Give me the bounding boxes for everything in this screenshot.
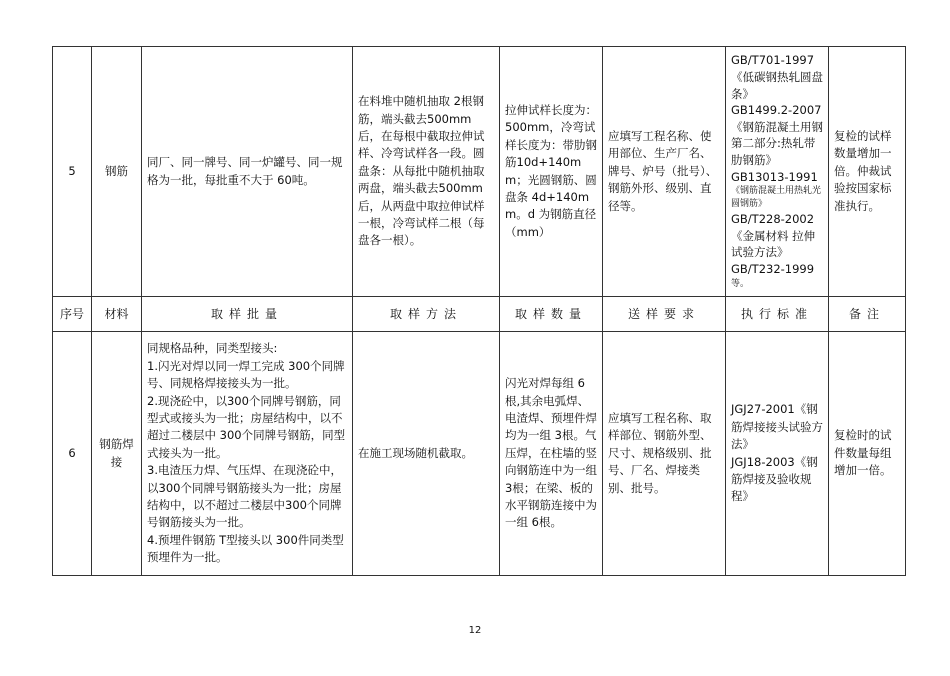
page-number: 12 (468, 625, 482, 636)
header-remarks: 备注 (829, 297, 906, 332)
sampling-batch: 同厂、同一牌号、同一炉罐号、同一规格为一批，每批重不大于 60吨。 (142, 47, 353, 297)
standard-title: 《金属材料 拉伸试验方法》 (731, 228, 816, 260)
sampling-method: 在料堆中随机抽取 2根钢筋，端头截去500mm后，在每根中截取拉伸试样、冷弯试样各一段。圆盘条：从每批中随机抽取两盘，端头截去500mm后，从两盘中取拉伸试样一根，冷弯试样二根（每盘各一根）。 (353, 47, 500, 297)
sampling-method: 在施工现场随机截取。 (353, 332, 500, 576)
batch-line: 同规格品种，同类型接头: (147, 341, 278, 356)
submission-requirements: 应填写工程名称、使用部位、生产厂名、牌号、炉号（批号）、钢筋外形、级别、直径等。 (603, 47, 726, 297)
row-number: 6 (53, 332, 92, 576)
header-quantity: 取样数量 (500, 297, 603, 332)
header-requirements: 送样要求 (603, 297, 726, 332)
material-name: 钢筋焊接 (92, 332, 142, 576)
remarks: 复检时的试件数量每组增加一倍。 (829, 332, 906, 576)
standard-code: GB/T228-2002 (731, 212, 815, 227)
standard-note: 等。 (731, 278, 750, 289)
applicable-standards (726, 47, 829, 297)
submission-requirements: 应填写工程名称、取样部位、钢筋外型、尺寸、规格级别、批号、厂名、焊接类别、批号。 (603, 332, 726, 576)
standard-title: 《钢筋混凝土用热轧光圆钢筋》 (731, 186, 822, 210)
standard-code: GB/T232-1999 (731, 261, 815, 276)
material-name: 钢筋 (92, 47, 142, 297)
header-batch: 取样批量 (142, 297, 353, 332)
standard-title: 《低碳钢热轧圆盘条》 (731, 70, 823, 101)
applicable-standards (726, 332, 829, 576)
standard-code: GB1499.2-2007 (731, 103, 822, 118)
sampling-quantity: 闪光对焊每组 6根,其余电弧焊、电渣焊、预埋件焊均为一组 3根。气压焊，在柱墙的竖向钢筋连中为一组 3根；在梁、板的水平钢筋连接中为一组 6根。 (500, 332, 603, 576)
standard-title: 《钢筋混凝土用钢第二部分:热轧带肋钢筋》 (731, 119, 823, 167)
header-no: 序号 (53, 297, 92, 332)
header-method: 取样方法 (353, 297, 500, 332)
batch-line: 4.预埋件钢筋 T型接头以 300件同类型预埋件为一批。 (147, 532, 344, 565)
row-number: 5 (53, 47, 92, 297)
remarks: 复检的试样数量增加一倍。仲裁试验按国家标准执行。 (829, 47, 906, 297)
table-header-row (53, 297, 906, 332)
standard-code: GB/T701-1997 (731, 53, 815, 68)
standard-code: GB13013-1991 (731, 169, 818, 184)
batch-line: 3.电渣压力焊、气压焊、在现浇砼中，以300个同牌号钢筋接头为一批；房屋结构中，以不超过二楼层中300个同牌号钢筋接头为一批。 (147, 463, 342, 530)
standard-entry: JGJ27-2001《钢筋焊接接头试验方法》 (731, 402, 823, 452)
header-material: 材料 (92, 297, 142, 332)
header-standards: 执行标准 (726, 297, 829, 332)
sampling-table (52, 46, 906, 576)
table-row-steel (53, 47, 906, 297)
batch-line: 1.闪光对焊以同一焊工完成 300个同牌号、同规格焊接接头为一批。 (147, 358, 345, 391)
sampling-batch (142, 332, 353, 576)
table-row-welding (53, 332, 906, 576)
sampling-quantity: 拉伸试样长度为：500mm，冷弯试样长度为：带肋钢筋10d+140mm；光圆钢筋、圆盘条 4d+140mm。d 为钢筋直径（mm） (500, 47, 603, 297)
standard-entry: JGJ18-2003《钢筋焊接及验收规程》 (731, 454, 818, 504)
batch-line: 2.现浇砼中，以300个同牌号钢筋，同型式或接头为一批；房屋结构中，以不超过二楼层中 300个同牌号钢筋，同型式接头为一批。 (147, 393, 346, 460)
